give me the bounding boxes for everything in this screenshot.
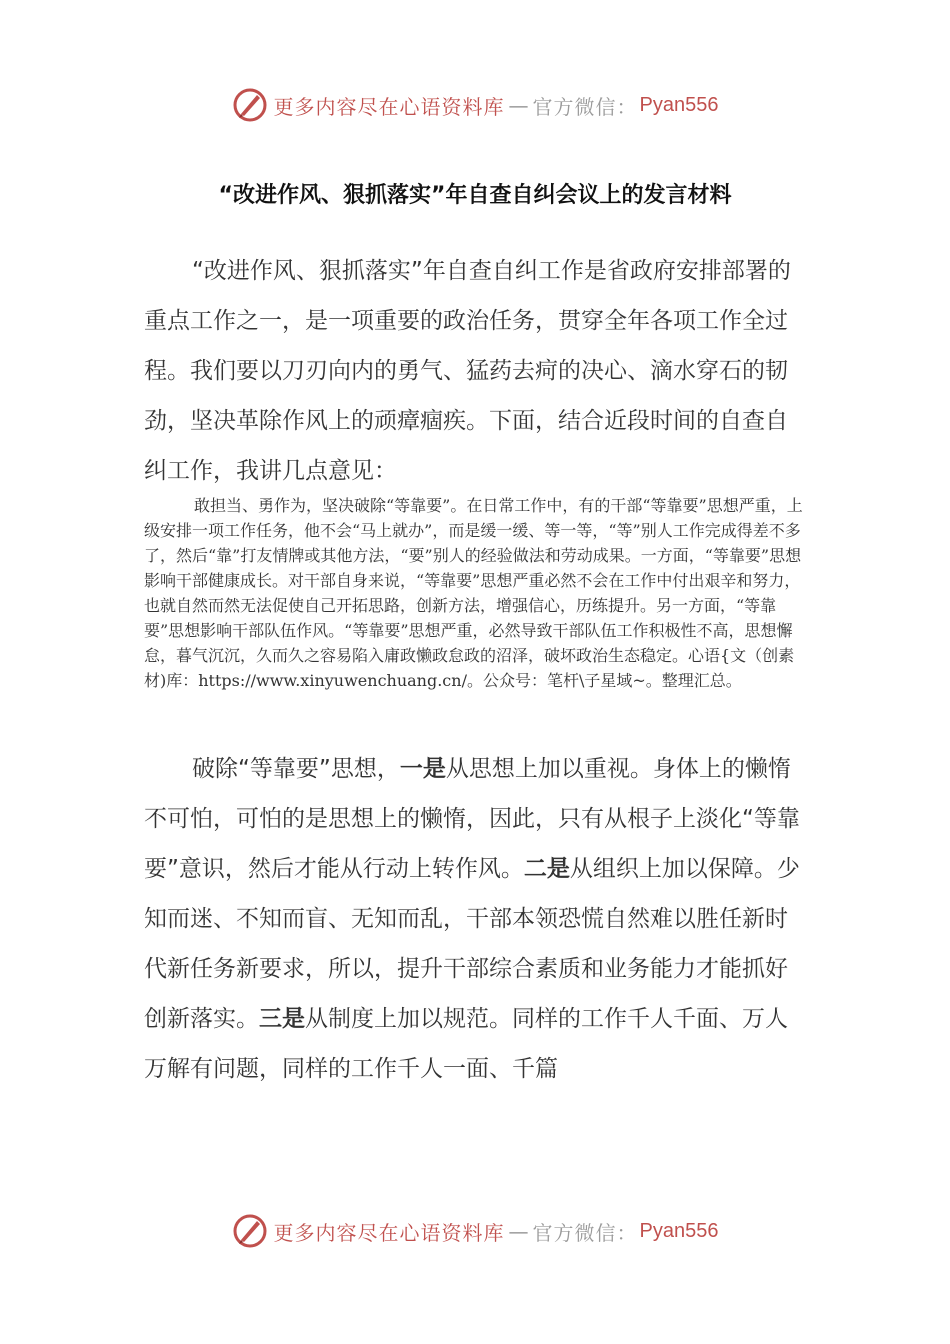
document-title: “改进作风、狠抓落实”年自查自纠会议上的发言材料: [218, 183, 732, 208]
measures-marker-3: 三是: [259, 1006, 305, 1032]
measures-marker-1: 一是: [399, 756, 446, 782]
banner-separator: —: [508, 1219, 529, 1243]
measures-text-3: 从组织上加以保障。少知而迷、不知而盲、无知而乱，干部本领恐慌自然难以胜任新时代新任务新要求，所以，提升干部综合素质和业务能力才能抓好创新落实。: [144, 856, 800, 1032]
measures-text-1: 破除“等靠要”思想，: [192, 756, 400, 782]
measures-text-4: 从制度上加以规范。同样的工作千人千面、万人万解有问题，同样的工作千人一面、千篇: [144, 1006, 788, 1082]
intro-paragraph: “改进作风、狠抓落实”年自查自纠工作是省政府安排部署的重点工作之一，是一项重要的政治任务，贯穿全年各项工作全过程。我们要以刀刃向内的勇气、猛药去疴的决心、滴水穿石的韧劲，坚决革除作风上的顽瘴痼疾。下面，结合近段时间的自查自纠工作，我讲几点意见：: [144, 258, 791, 484]
section-paragraph: 敢担当、勇作为，坚决破除“等靠要”。在日常工作中，有的干部“等靠要”思想严重，上级安排一项工作任务，他不会“马上就办”，而是缓一缓、等一等，“等”别人工作完成得差不多了，然后“靠”打友情牌或其他方法，“要”别人的经验做法和劳动成果。一方面，“等靠要”思想影响干部健康成长。对干部自身来说，“等靠要”思想严重必然不会在工作中付出艰辛和努力，也就自然而然无法促使自己开拓思路，创新方法，增强信心，历练提升。另一方面，“等靠要”思想影响干部队伍作风。“等靠要”思想严重，必然导致干部队伍工作积极性不高，思想懈怠，暮气沉沉，久而久之容易陷入庸政懒政怠政的沼泽，破坏政治生态稳定。心语{文（创素材)库：https://www.xinyuwenchuang.cn/。公众号：笔杆\子星域~。整理汇总。: [144, 496, 803, 690]
banner-separator: —: [508, 93, 529, 117]
quill-pen-logo-icon: [232, 87, 268, 123]
banner-main-text: 更多内容尽在心语资料库: [273, 1220, 505, 1245]
measures-text-2: 从思想上加以重视。身体上的懒惰不可怕，可怕的是思想上的懒惰，因此，只有从根子上淡化“等靠要”意识，然后才能从行动上转作风。: [144, 756, 800, 882]
measures-paragraph: [144, 744, 804, 1094]
banner-main-text: 更多内容尽在心语资料库: [273, 94, 505, 119]
banner-contact-label: 官方微信：: [532, 1220, 638, 1245]
header-banner: [0, 80, 950, 130]
banner-contact-id: Pyan556: [639, 1219, 719, 1242]
measures-marker-2: 二是: [523, 856, 570, 882]
banner-contact-id: Pyan556: [639, 93, 719, 116]
footer-banner: [0, 1206, 950, 1256]
banner-contact-label: 官方微信：: [532, 94, 638, 119]
quill-pen-logo-icon: [232, 1213, 268, 1249]
